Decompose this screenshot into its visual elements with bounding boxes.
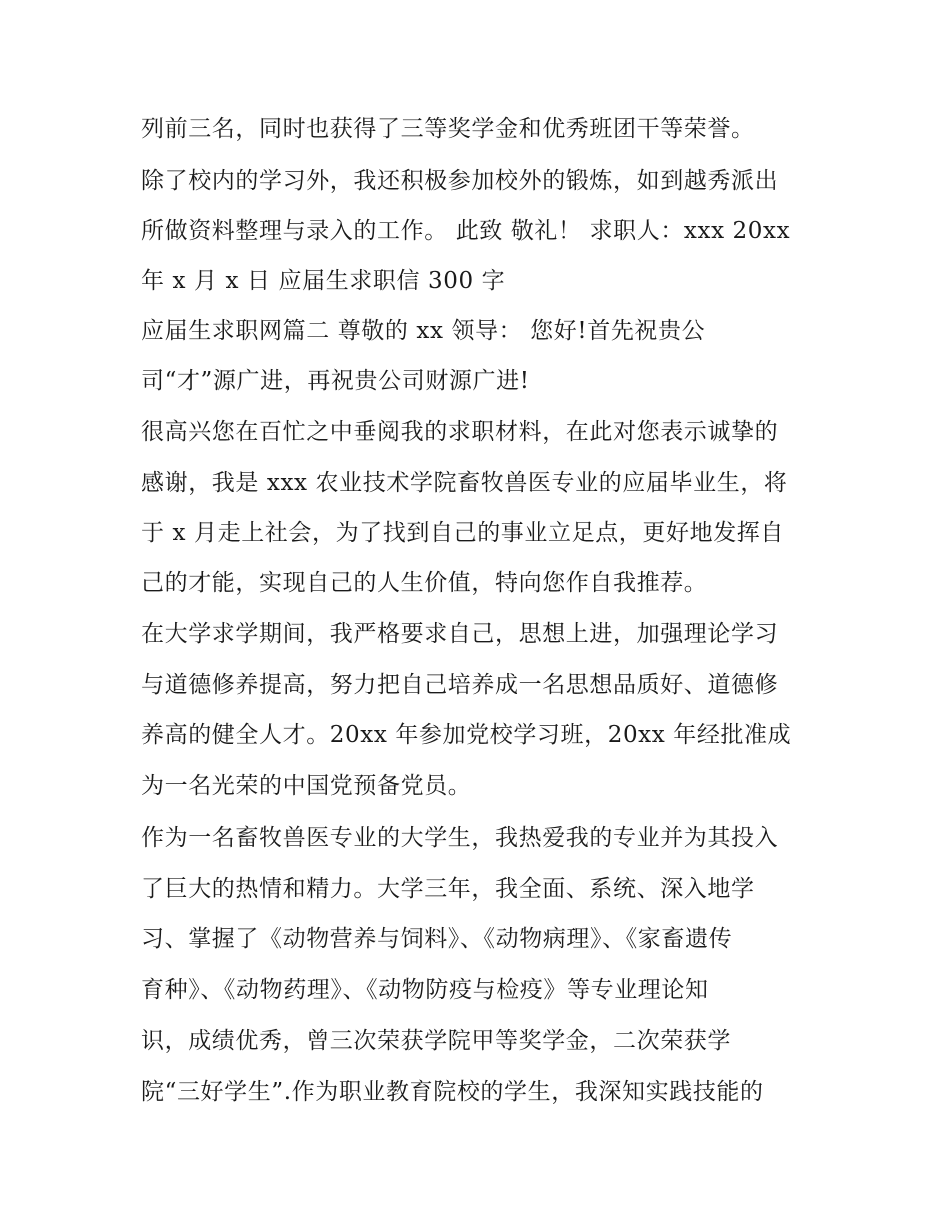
text-line: 司“才”源广进，再祝贵公司财源广进! xyxy=(141,368,530,394)
text-line: 习、掌握了《动物营养与饲料》、《动物病理》、《家畜遗传 xyxy=(141,926,733,952)
text-line: 与道德修养提高，努力把自己培养成一名思想品质好、道德修 xyxy=(141,672,779,698)
text-line: 应届生求职网篇二 尊敬的 xx 领导： 您好!首先祝贵公 xyxy=(141,318,706,344)
text-line: 育种》、《动物药理》、《动物防疫与检疫》等专业理论知 xyxy=(141,977,709,1003)
text-line: 院“三好学生”.作为职业教育院校的学生，我深知实践技能的 xyxy=(141,1079,764,1105)
text-line: 己的才能，实现自己的人生价值，特向您作自我推荐。 xyxy=(141,570,708,596)
text-line: 年 x 月 x 日 应届生求职信 300 字 xyxy=(141,268,506,294)
text-line: 在大学求学期间，我严格要求自己，思想上进，加强理论学习 xyxy=(141,621,779,647)
text-line: 很高兴您在百忙之中垂阅我的求职材料，在此对您表示诚挚的 xyxy=(141,419,779,445)
text-line: 列前三名，同时也获得了三等奖学金和优秀班团干等荣誉。 xyxy=(141,116,755,142)
text-line: 了巨大的热情和精力。大学三年，我全面、系统、深入地学 xyxy=(141,876,755,902)
text-line: 养高的健全人才。20xx 年参加党校学习班，20xx 年经批准成 xyxy=(141,722,792,748)
text-line: 作为一名畜牧兽医专业的大学生，我热爱我的专业并为其投入 xyxy=(141,825,779,851)
text-line: 识，成绩优秀，曾三次荣获学院甲等奖学金，二次荣获学 xyxy=(141,1028,731,1054)
text-line: 所做资料整理与录入的工作。 此致 敬礼！ 求职人：xxx 20xx xyxy=(141,218,791,244)
text-line: 感谢，我是 xxx 农业技术学院畜牧兽医专业的应届毕业生，将 xyxy=(141,470,788,496)
text-line: 为一名光荣的中国党预备党员。 xyxy=(141,773,472,799)
text-line: 除了校内的学习外，我还积极参加校外的锻炼，如到越秀派出 xyxy=(141,168,779,194)
text-line: 于 x 月走上社会，为了找到自己的事业立足点，更好地发挥自 xyxy=(141,520,784,546)
